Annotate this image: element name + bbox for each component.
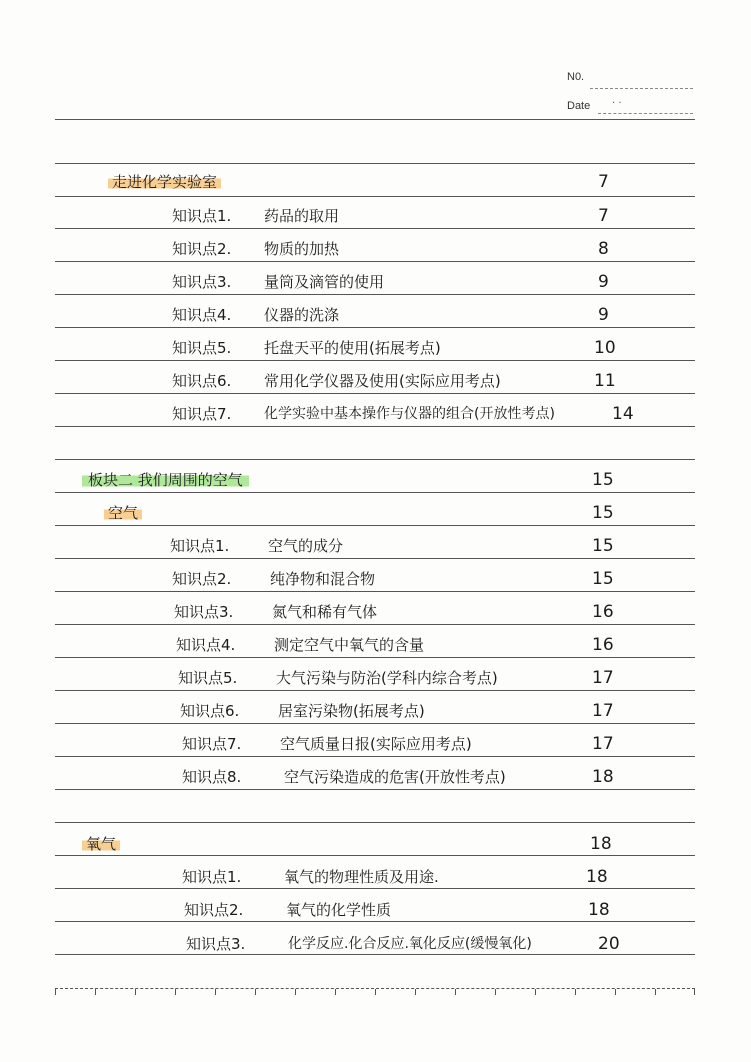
- item-title: 空气质量日报(实际应用考点): [280, 735, 472, 753]
- page-number: 10: [594, 338, 616, 358]
- toc-section-title: [82, 832, 120, 856]
- item-title: 氧气的物理性质及用途.: [284, 868, 439, 886]
- item-title: 氧气的化学性质: [286, 901, 392, 919]
- item-title: 化学反应.化合反应.氧化反应(缓慢氧化): [288, 936, 532, 952]
- item-title: 空气污染造成的危害(开放性考点): [284, 768, 506, 786]
- ruled-line: [55, 360, 695, 361]
- page-number: 17: [592, 734, 614, 754]
- ruled-line: [55, 492, 695, 493]
- module-title: 板块二 我们周围的空气: [82, 471, 249, 489]
- item-label: 知识点2.: [172, 240, 232, 258]
- item-label: 知识点7.: [172, 405, 232, 423]
- page-number: 18: [588, 900, 610, 920]
- ruled-line: [55, 822, 695, 823]
- page-number: 15: [592, 470, 614, 490]
- page-number: 15: [592, 569, 614, 589]
- item-label: 知识点1.: [170, 537, 230, 555]
- item-title: 常用化学仪器及使用(实际应用考点): [264, 372, 501, 390]
- ruled-line: [55, 228, 695, 229]
- page-number: 7: [598, 172, 609, 192]
- item-title: 空气的成分: [268, 537, 344, 555]
- ruled-line: [55, 393, 695, 394]
- number-label: N0.: [567, 71, 585, 83]
- page-number: 17: [592, 668, 614, 688]
- page-number: 11: [594, 371, 616, 391]
- ruled-line: [55, 723, 695, 724]
- page-number: 7: [598, 206, 609, 226]
- bottom-ticks: [55, 989, 695, 995]
- item-label: 知识点1.: [182, 868, 242, 886]
- page-number: 15: [592, 536, 614, 556]
- ruled-line: [55, 657, 695, 658]
- section-title: 走进化学实验室: [108, 173, 221, 191]
- header-rule: [55, 119, 695, 120]
- page-number: 18: [586, 867, 608, 887]
- page-number: 9: [598, 305, 609, 325]
- item-label: 知识点5.: [172, 339, 232, 357]
- page-number: 14: [612, 404, 634, 424]
- item-title: 化学实验中基本操作与仪器的组合(开放性考点): [264, 406, 555, 422]
- item-title: 大气污染与防治(学科内综合考点): [276, 669, 498, 687]
- item-label: 知识点3.: [174, 603, 234, 621]
- item-label: 知识点8.: [182, 768, 242, 786]
- item-label: 知识点2.: [172, 570, 232, 588]
- page-number: 17: [592, 701, 614, 721]
- item-title: 量筒及滴管的使用: [264, 273, 385, 291]
- item-label: 知识点6.: [172, 372, 232, 390]
- item-title: 物质的加热: [264, 240, 340, 258]
- item-title: 氮气和稀有气体: [272, 603, 378, 621]
- ruled-line: [55, 525, 695, 526]
- item-label: 知识点4.: [176, 636, 236, 654]
- ruled-line: [55, 624, 695, 625]
- ruled-line: [55, 327, 695, 328]
- ruled-line: [55, 196, 695, 197]
- item-label: 知识点4.: [172, 306, 232, 324]
- item-title: 托盘天平的使用(拓展考点): [264, 339, 441, 357]
- date-dots: · ·: [612, 98, 622, 109]
- toc-module-title: [82, 468, 249, 492]
- page-number: 16: [592, 635, 614, 655]
- date-label: Date: [567, 100, 591, 112]
- ruled-line: [55, 294, 695, 295]
- item-title: 测定空气中氧气的含量: [274, 636, 425, 654]
- ruled-line: [55, 558, 695, 559]
- item-label: 知识点6.: [180, 702, 240, 720]
- ruled-line: [55, 459, 695, 460]
- page-number: 8: [598, 239, 609, 259]
- ruled-line: [55, 756, 695, 757]
- date-line: [598, 113, 693, 114]
- item-label: 知识点3.: [186, 935, 246, 953]
- item-label: 知识点7.: [182, 735, 242, 753]
- page-number: 15: [592, 503, 614, 523]
- ruled-line: [55, 591, 695, 592]
- page-number: 18: [590, 834, 612, 854]
- page-number: 18: [592, 767, 614, 787]
- item-title: 居室污染物(拓展考点): [278, 702, 425, 720]
- item-title: 仪器的洗涤: [264, 306, 340, 324]
- page-number: 16: [592, 602, 614, 622]
- item-title: 纯净物和混合物: [270, 570, 376, 588]
- ruled-line: [55, 690, 695, 691]
- item-label: 知识点5.: [178, 669, 238, 687]
- number-line: [590, 88, 693, 89]
- item-label: 知识点1.: [172, 207, 232, 225]
- section-title: 氧气: [82, 835, 120, 853]
- section-title: 空气: [104, 504, 142, 522]
- toc-section-title: [108, 170, 221, 194]
- page-number: 9: [598, 272, 609, 292]
- ruled-line: [55, 163, 695, 164]
- toc-section-title: [104, 501, 142, 525]
- ruled-line: [55, 789, 695, 790]
- ruled-line: [55, 261, 695, 262]
- page-number: 20: [598, 934, 620, 954]
- ruled-line: [55, 426, 695, 427]
- item-title: 药品的取用: [264, 207, 340, 225]
- item-label: 知识点2.: [184, 901, 244, 919]
- item-label: 知识点3.: [172, 273, 232, 291]
